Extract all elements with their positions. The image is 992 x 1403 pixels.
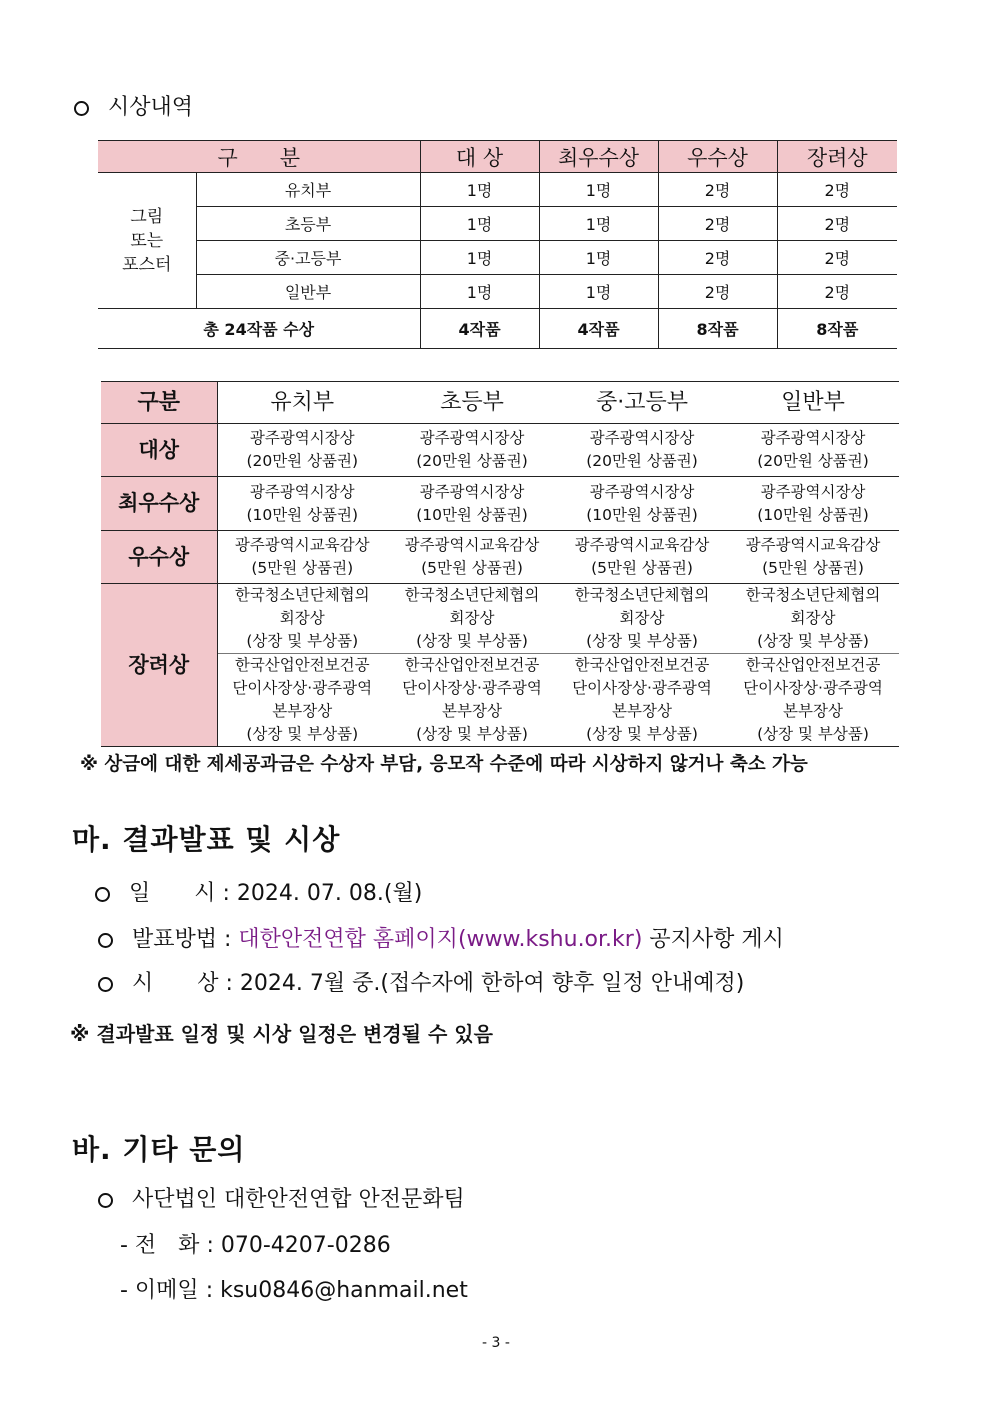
header-cell: 장려상	[777, 141, 897, 173]
prize-cell: 광주광역시장상 (10만원 상품권)	[557, 477, 727, 531]
count-cell: 2명	[658, 241, 777, 275]
prize-cell: 한국청소년단체협의 회장상 (상장 및 부상품)	[557, 584, 727, 654]
prize-cell: 광주광역시장상 (10만원 상품권)	[387, 477, 557, 531]
announce-date-line: 일 시 : 2024. 07. 08.(월)	[95, 876, 422, 907]
count-cell: 1명	[420, 207, 539, 241]
tax-note: ※ 상금에 대한 제세공과금은 수상자 부담, 응모작 수준에 따라 시상하지 않거나 축소 가능	[80, 754, 808, 775]
circle-bullet-icon	[74, 101, 89, 116]
section-heading: 시상내역	[74, 90, 193, 121]
count-cell: 1명	[539, 275, 658, 309]
header-cell: 초등부	[387, 382, 557, 424]
table-row	[101, 531, 899, 584]
circle-bullet-icon	[98, 977, 113, 992]
count-cell: 2명	[777, 173, 897, 207]
prize-cell: 광주광역시교육감상 (5만원 상품권)	[727, 531, 899, 584]
award-prize-table	[101, 381, 899, 747]
count-cell: 2명	[658, 207, 777, 241]
prize-cell: 한국청소년단체협의 회장상 (상장 및 부상품)	[387, 584, 557, 654]
table-row	[101, 424, 899, 477]
award-label: 대상	[101, 424, 217, 477]
count-cell: 1명	[420, 275, 539, 309]
table-row	[98, 173, 897, 207]
circle-bullet-icon	[95, 887, 110, 902]
prize-cell: 광주광역시교육감상 (5만원 상품권)	[387, 531, 557, 584]
count-cell: 2명	[777, 207, 897, 241]
award-label: 우수상	[101, 531, 217, 584]
circle-bullet-icon	[98, 933, 113, 948]
table-row	[101, 477, 899, 531]
table-row	[101, 654, 899, 747]
header-cell: 구분	[101, 382, 217, 424]
table-row	[98, 275, 897, 309]
header-cell: 유치부	[217, 382, 387, 424]
header-cell: 중·고등부	[557, 382, 727, 424]
contact-phone-line: - 전 화 : 070-4207-0286	[120, 1233, 391, 1258]
prize-cell: 한국산업안전보건공 단이사장상·광주광역 본부장상 (상장 및 부상품)	[387, 654, 557, 747]
section-title-ba: 바. 기타 문의	[72, 1133, 246, 1166]
count-cell: 2명	[658, 173, 777, 207]
table-row	[101, 584, 899, 654]
phone-number[interactable]: 070-4207-0286	[220, 1233, 391, 1258]
total-cell: 4작품	[539, 309, 658, 349]
category-label: 그림 또는 포스터	[98, 173, 196, 309]
schedule-note: ※ 결과발표 일정 및 시상 일정은 변경될 수 있음	[70, 1022, 493, 1046]
header-cell: 우수상	[658, 141, 777, 173]
prize-cell: 한국청소년단체협의 회장상 (상장 및 부상품)	[217, 584, 387, 654]
page-number: - 3 -	[482, 1335, 510, 1351]
count-cell: 1명	[420, 241, 539, 275]
total-cell: 4작품	[420, 309, 539, 349]
table-header-row	[98, 141, 897, 173]
table-row	[98, 207, 897, 241]
division-cell: 일반부	[196, 275, 420, 309]
prize-cell: 한국산업안전보건공 단이사장상·광주광역 본부장상 (상장 및 부상품)	[217, 654, 387, 747]
homepage-link[interactable]: 대한안전연합 홈페이지	[238, 927, 458, 952]
count-cell: 1명	[539, 207, 658, 241]
prize-cell: 한국청소년단체협의 회장상 (상장 및 부상품)	[727, 584, 899, 654]
prize-cell: 광주광역시교육감상 (5만원 상품권)	[557, 531, 727, 584]
header-cell: 구 분	[98, 141, 420, 173]
award-count-table	[98, 140, 897, 349]
award-ceremony-line: 시 상 : 2024. 7월 중.(접수자에 한하여 향후 일정 안내예정)	[98, 966, 744, 997]
table-row	[98, 241, 897, 275]
prize-cell: 한국산업안전보건공 단이사장상·광주광역 본부장상 (상장 및 부상품)	[727, 654, 899, 747]
section-title-ma: 마. 결과발표 및 시상	[72, 823, 341, 856]
homepage-url[interactable]: (www.kshu.or.kr)	[457, 927, 643, 952]
email-address[interactable]: ksu0846@hanmail.net	[220, 1278, 468, 1303]
header-cell: 최우수상	[539, 141, 658, 173]
prize-cell: 한국산업안전보건공 단이사장상·광주광역 본부장상 (상장 및 부상품)	[557, 654, 727, 747]
prize-cell: 광주광역시장상 (20만원 상품권)	[217, 424, 387, 477]
award-label: 최우수상	[101, 477, 217, 531]
prize-cell: 광주광역시장상 (20만원 상품권)	[387, 424, 557, 477]
contact-org-line: 사단법인 대한안전연합 안전문화팀	[98, 1182, 465, 1213]
award-label: 장려상	[101, 584, 217, 747]
count-cell: 2명	[658, 275, 777, 309]
count-cell: 1명	[539, 241, 658, 275]
count-cell: 1명	[539, 173, 658, 207]
table-header-row	[101, 382, 899, 424]
prize-cell: 광주광역시교육감상 (5만원 상품권)	[217, 531, 387, 584]
header-cell: 일반부	[727, 382, 899, 424]
division-cell: 중·고등부	[196, 241, 420, 275]
division-cell: 유치부	[196, 173, 420, 207]
prize-cell: 광주광역시장상 (10만원 상품권)	[727, 477, 899, 531]
count-cell: 2명	[777, 241, 897, 275]
prize-cell: 광주광역시장상 (20만원 상품권)	[557, 424, 727, 477]
header-cell: 대 상	[420, 141, 539, 173]
total-cell: 8작품	[658, 309, 777, 349]
total-row	[98, 309, 897, 349]
contact-email-line: - 이메일 : ksu0846@hanmail.net	[120, 1278, 468, 1303]
count-cell: 2명	[777, 275, 897, 309]
total-cell: 8작품	[777, 309, 897, 349]
announce-method-line: 발표방법 : 대한안전연합 홈페이지(www.kshu.or.kr) 공지사항 게시	[98, 922, 784, 953]
count-cell: 1명	[420, 173, 539, 207]
division-cell: 초등부	[196, 207, 420, 241]
total-label: 총 24작품 수상	[98, 309, 420, 349]
prize-cell: 광주광역시장상 (20만원 상품권)	[727, 424, 899, 477]
prize-cell: 광주광역시장상 (10만원 상품권)	[217, 477, 387, 531]
circle-bullet-icon	[98, 1193, 113, 1208]
